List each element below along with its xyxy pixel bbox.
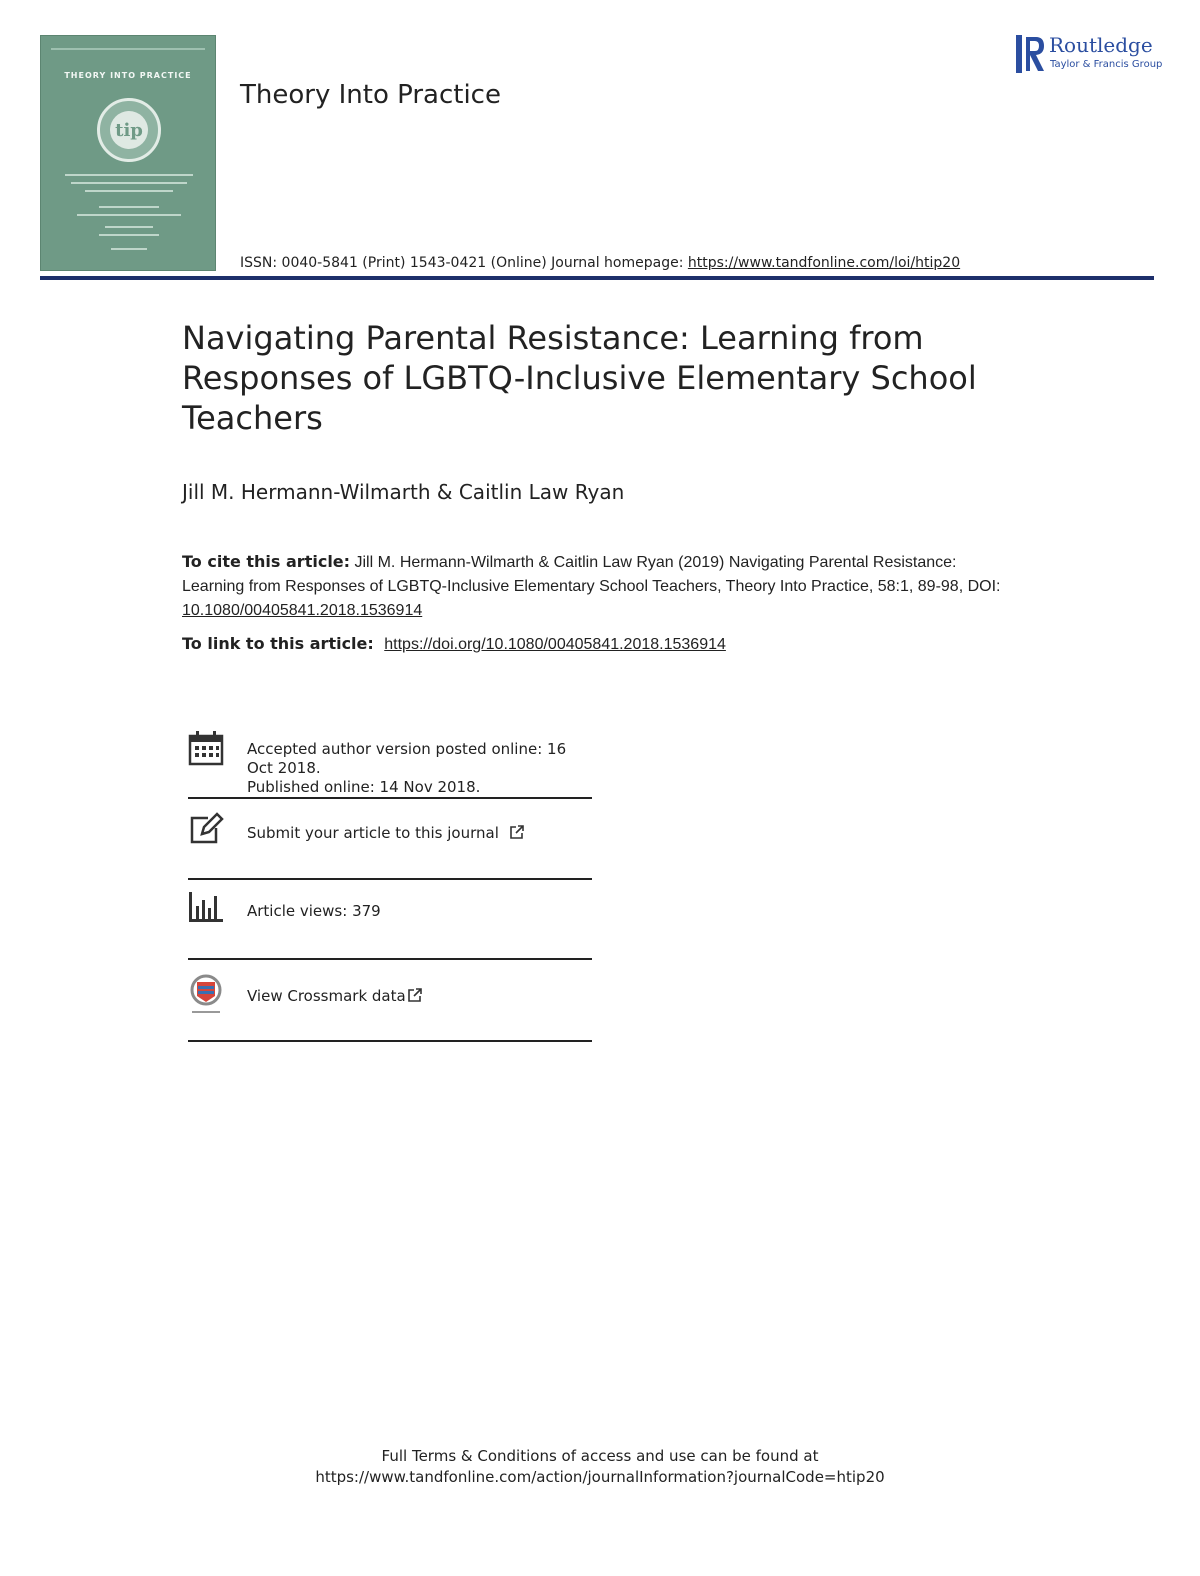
issn-text: ISSN: 0040-5841 (Print) 1543-0421 (Online) Journal homepage: [240, 255, 688, 271]
crossmark-row[interactable] [188, 974, 592, 1016]
article-authors: Jill M. Hermann-Wilmarth & Caitlin Law Ryan [182, 480, 625, 504]
cover-text-line [105, 226, 153, 228]
article-doi-link[interactable]: https://doi.org/10.1080/00405841.2018.1536914 [384, 636, 726, 653]
cover-decoration [51, 48, 205, 50]
article-link-line [182, 634, 726, 654]
info-divider [188, 797, 592, 799]
edit-icon [188, 812, 224, 848]
journal-cover [40, 35, 216, 271]
external-link-icon [510, 825, 524, 839]
issn-line [240, 255, 960, 271]
journal-homepage-link[interactable]: https://www.tandfonline.com/loi/htip20 [687, 255, 961, 271]
footer [0, 1446, 1200, 1488]
submit-article-row[interactable] [188, 812, 592, 852]
citation-text: Jill M. Hermann-Wilmarth & Caitlin Law Ryan (2019) Navigating Parental Resistance: Learning from Responses of LGBTQ-Inclusive Elementary School Teachers, Theory Into Practice, 58:1, 89-98, DOI: [182, 554, 1001, 595]
info-divider [188, 1040, 592, 1042]
cover-text-line [99, 206, 159, 208]
cover-text-line [85, 190, 173, 192]
footer-terms-link[interactable]: https://www.tandfonline.com/action/journalInformation?journalCode=htip20 [315, 1468, 885, 1486]
crossmark-link[interactable]: View Crossmark data [247, 987, 406, 1005]
bar-chart-icon [188, 890, 224, 926]
citation-doi-link[interactable]: 10.1080/00405841.2018.1536914 [182, 602, 423, 619]
article-views-row [188, 890, 592, 930]
publisher-logo [1016, 33, 1166, 75]
header-divider [40, 276, 1154, 280]
info-divider [188, 878, 592, 880]
publication-dates [188, 730, 592, 798]
cover-seal-text: tip [110, 111, 148, 149]
external-link-icon [408, 988, 422, 1002]
routledge-r-icon [1016, 33, 1046, 75]
publisher-name: Routledge [1049, 33, 1153, 57]
cover-seal-icon [97, 98, 161, 162]
cover-text-line [65, 174, 193, 176]
crossmark-icon [188, 974, 224, 1016]
publisher-subtitle: Taylor & Francis Group [1050, 59, 1163, 70]
cover-publisher-mark [111, 248, 147, 250]
footer-terms-text: Full Terms & Conditions of access and use can be found at [381, 1447, 819, 1465]
cover-text-line [71, 182, 187, 184]
accepted-date: Accepted author version posted online: 16 Oct 2018. [247, 740, 567, 777]
article-title: Navigating Parental Resistance: Learning from Responses of LGBTQ-Inclusive Elementary School Teachers [182, 319, 977, 437]
cover-title: THEORY INTO PRACTICE [64, 71, 192, 80]
cover-text-line [99, 234, 159, 236]
article-views: Article views: 379 [247, 902, 381, 920]
article-link-label: To link to this article: [182, 634, 374, 653]
citation [182, 550, 1022, 623]
info-divider [188, 958, 592, 960]
published-date: Published online: 14 Nov 2018. [247, 778, 481, 796]
calendar-icon [188, 730, 224, 766]
journal-title: Theory Into Practice [240, 80, 501, 110]
cover-text-line [77, 214, 181, 216]
citation-label: To cite this article: [182, 552, 351, 571]
submit-article-link[interactable]: Submit your article to this journal [247, 824, 499, 842]
